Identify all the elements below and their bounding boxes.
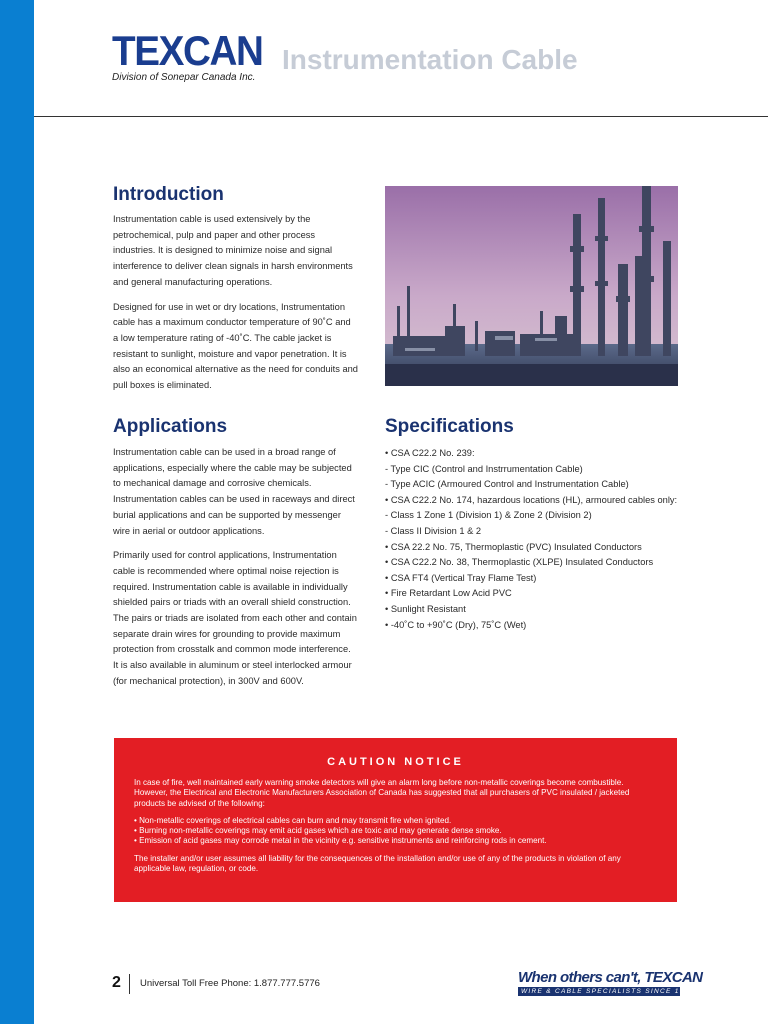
spec-item: • CSA FT4 (Vertical Tray Flame Test)	[385, 572, 537, 583]
tagline-subtext: WIRE & CABLE SPECIALISTS SINCE 1978	[518, 987, 680, 996]
applications-heading: Applications	[113, 416, 228, 437]
spec-item: • -40˚C to +90˚C (Dry), 75˚C (Wet)	[385, 619, 527, 630]
spec-item: - Class 1 Zone 1 (Division 1) & Zone 2 (Division 2)	[385, 510, 592, 521]
introduction-heading: Introduction	[113, 184, 224, 205]
introduction-body	[113, 212, 358, 403]
tagline-text: When others can't, TEXCAN	[518, 969, 703, 986]
specifications-heading: Specifications	[385, 416, 514, 437]
toll-free-phone: Universal Toll Free Phone: 1.877.777.5776	[140, 978, 320, 989]
spec-item: • CSA 22.2 No. 75, Thermoplastic (PVC) Insulated Conductors	[385, 541, 642, 552]
document-title: Instrumentation Cable	[282, 44, 578, 75]
caution-bullets	[134, 816, 659, 847]
texcan-logo	[112, 27, 263, 83]
header-divider	[34, 116, 768, 117]
applications-paragraph: Instrumentation cable can be used in a broad range of applications, especially where the cable may be subjected to mechanical damage and corrosive chemicals. Instrumentation cables can be used in raceways and direct burial applications and can be supported by messenger wire in aerial or outdoor applications.	[113, 447, 355, 536]
caution-bullet: • Non-metallic coverings of electrical cables can burn and may transmit fire when ignited.	[134, 815, 452, 825]
introduction-paragraph: Instrumentation cable is used extensively by the petrochemical, pulp and paper and other process industries. It is designed to minimize noise and signal interference to deliver clean signals in harsh environments and general manufacturing operations.	[113, 214, 353, 287]
spec-item: • Sunlight Resistant	[385, 603, 466, 614]
caution-bullet: • Burning non-metallic coverings may emit acid gases which are toxic and may generate dense smoke.	[134, 826, 502, 836]
caution-notice	[114, 738, 677, 902]
logo-subtitle: Division of Sonepar Canada Inc.	[112, 72, 256, 83]
spec-item: - Type ACIC (Armoured Control and Instrumentation Cable)	[385, 479, 629, 490]
logo-wordmark: TEXCAN	[112, 27, 263, 74]
caution-body	[134, 778, 659, 881]
spec-item: - Class II Division 1 & 2	[385, 525, 482, 536]
caution-bullet: • Emission of acid gases may corrode metal in the vicinity e.g. sensitive instruments and reinforcing rods in cement.	[134, 836, 547, 846]
refinery-photo	[385, 186, 678, 386]
applications-paragraph: Primarily used for control applications, Instrumentation cable is recommended where optimal noise rejection is required. Instrumentation cable is available in individually shielded pairs or triads with an overall shield construction. The pairs or triads are isolated from each other and contain separate drain wires for grounding to provide maximum protection from crosstalk and common mode interference. It is also available in aluminum or steel interlocked armour (for mechanical protection), in 300V and 600V.	[113, 550, 357, 686]
page-number: 2	[112, 974, 121, 991]
caution-intro: In case of fire, well maintained early warning smoke detectors will give an alarm long before non-metallic coverings become combustible. However, the Electrical and Electronic Manufacturers Association of Canada has suggested that all purchasers of PVC insulated / jacketed products be advised of the following:	[134, 778, 630, 808]
spec-item: • CSA C22.2 No. 174, hazardous locations (HL), armoured cables only:	[385, 494, 678, 505]
texcan-tagline	[518, 969, 703, 996]
applications-body	[113, 445, 358, 699]
side-accent-bar	[0, 0, 34, 1024]
introduction-paragraph: Designed for use in wet or dry locations, Instrumentation cable has a maximum conductor temperature of 90˚C and a low temperature rating of -40˚C. The cable jacket is resistant to sunlight, moisture and vapor penetration. It is also an economical alternative as the need for conduits and pull boxes is eliminated.	[113, 301, 358, 391]
caution-closing: The installer and/or user assumes all liability for the consequences of the installation and/or use of any of the products in violation of any applicable law, regulation, or code.	[134, 853, 621, 874]
spec-item: • CSA C22.2 No. 239:	[385, 448, 475, 458]
specifications-list	[385, 446, 685, 633]
caution-title: CAUTION NOTICE	[327, 756, 464, 768]
footer-separator	[129, 974, 130, 994]
spec-item: - Type CIC (Control and Instrrumentation Cable)	[385, 463, 583, 474]
spec-item: • CSA C22.2 No. 38, Thermoplastic (XLPE) Insulated Conductors	[385, 557, 654, 568]
spec-item: • Fire Retardant Low Acid PVC	[385, 588, 512, 599]
